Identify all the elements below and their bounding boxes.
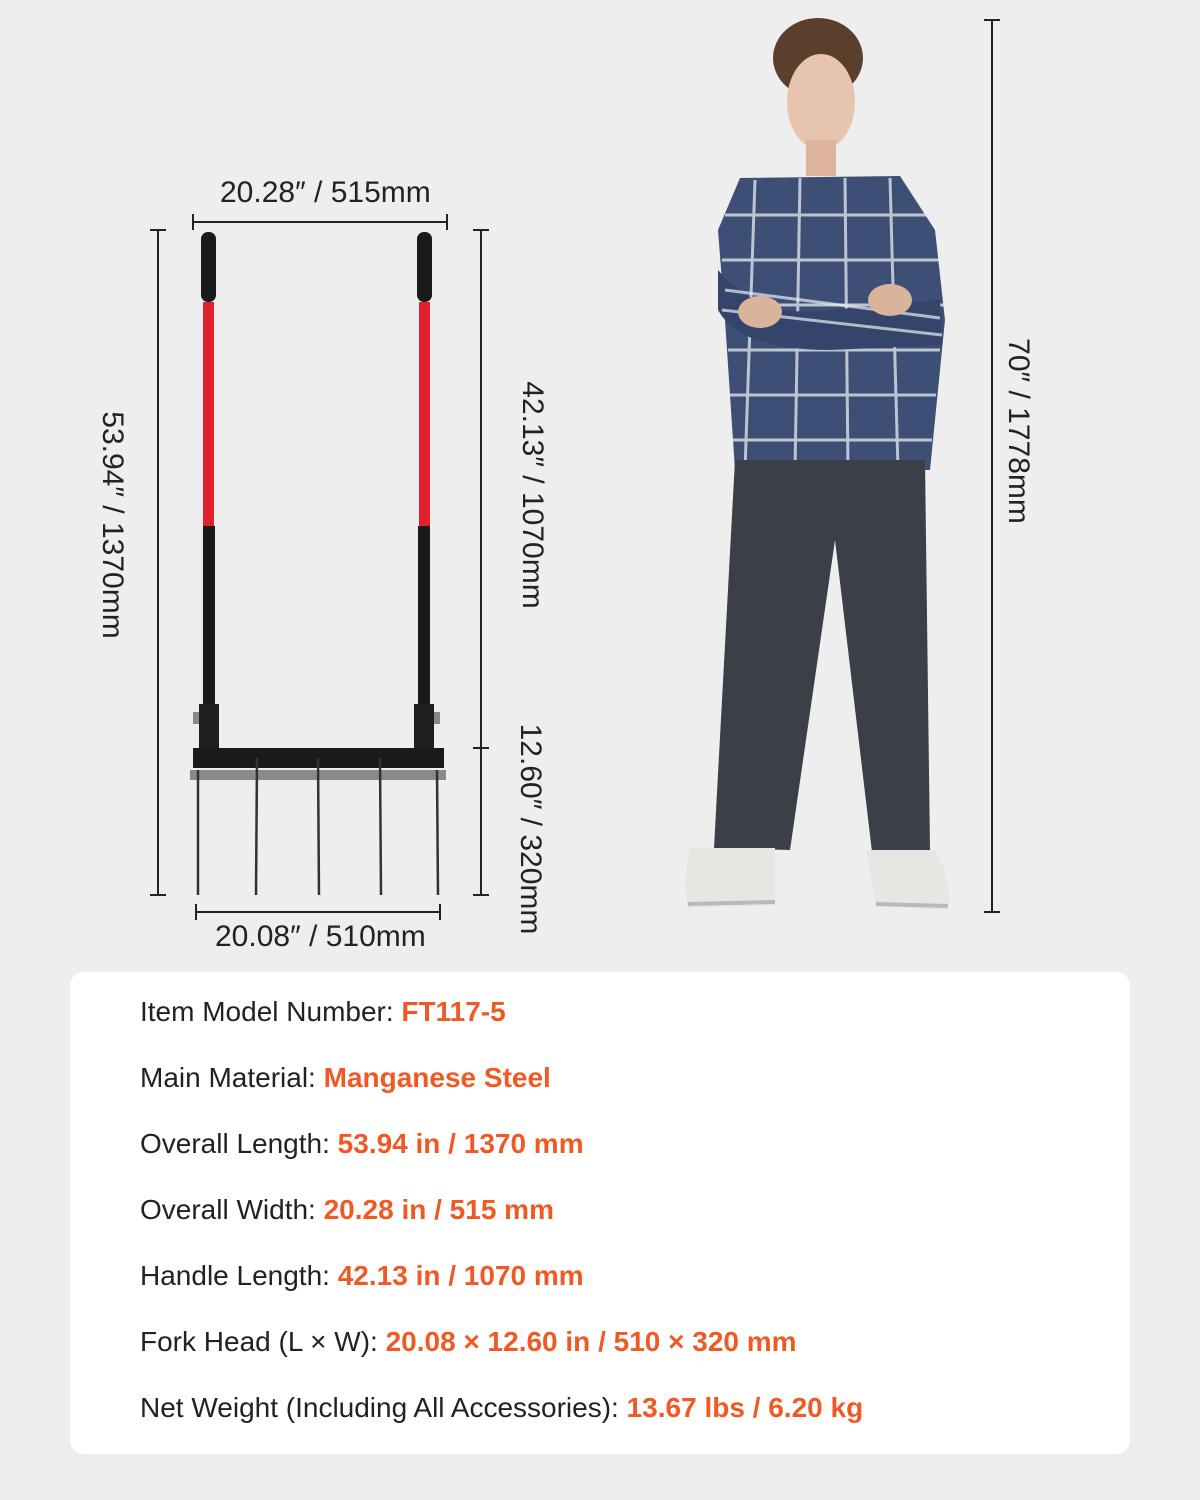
spec-row-model — [140, 996, 506, 1028]
spec-row-handle-length — [140, 1260, 584, 1292]
overall-length-label: 53.94″ / 1370mm — [96, 411, 129, 639]
fork-width-label: 20.08″ / 510mm — [215, 920, 426, 953]
spec-row-overall-width — [140, 1194, 554, 1226]
spec-card — [70, 972, 1130, 1454]
spec-label: Main Material: — [140, 1062, 324, 1093]
width-dimension-line — [193, 214, 447, 230]
fork-height-label: 12.60″ / 320mm — [514, 723, 547, 935]
overall-width-label: 20.28″ / 515mm — [220, 176, 431, 209]
spec-label: Net Weight (Including All Accessories): — [140, 1392, 627, 1423]
spec-value: 53.94 in / 1370 mm — [337, 1128, 584, 1159]
right-handle — [414, 232, 440, 754]
spec-label: Fork Head (L × W): — [140, 1326, 386, 1357]
handle-dimension-line — [473, 230, 489, 895]
spec-label: Handle Length: — [140, 1260, 338, 1291]
spec-value: 20.28 in / 515 mm — [323, 1194, 554, 1225]
spec-row-net-weight — [140, 1392, 863, 1424]
spec-row-fork-head — [140, 1326, 797, 1358]
spec-row-material — [140, 1062, 551, 1094]
spec-value: FT117-5 — [401, 996, 506, 1027]
person-illustration — [685, 18, 948, 910]
spec-value: Manganese Steel — [323, 1062, 551, 1093]
spec-label: Overall Width: — [140, 1194, 324, 1225]
broadfork-tool — [190, 232, 446, 895]
left-handle — [193, 232, 219, 754]
spec-label: Overall Length: — [140, 1128, 338, 1159]
spec-label: Item Model Number: — [140, 996, 402, 1027]
person-height-label: 70″ / 1778mm — [1002, 338, 1035, 524]
spec-value: 42.13 in / 1070 mm — [337, 1260, 584, 1291]
spec-value: 20.08 × 12.60 in / 510 × 320 mm — [385, 1326, 797, 1357]
handle-length-label: 42.13″ / 1070mm — [516, 381, 549, 609]
person-height-line — [984, 20, 1000, 912]
length-dimension-line — [150, 230, 166, 895]
spec-value: 13.67 lbs / 6.20 kg — [626, 1392, 864, 1423]
spec-row-overall-length — [140, 1128, 584, 1160]
fork-width-dimension-line — [196, 904, 440, 920]
